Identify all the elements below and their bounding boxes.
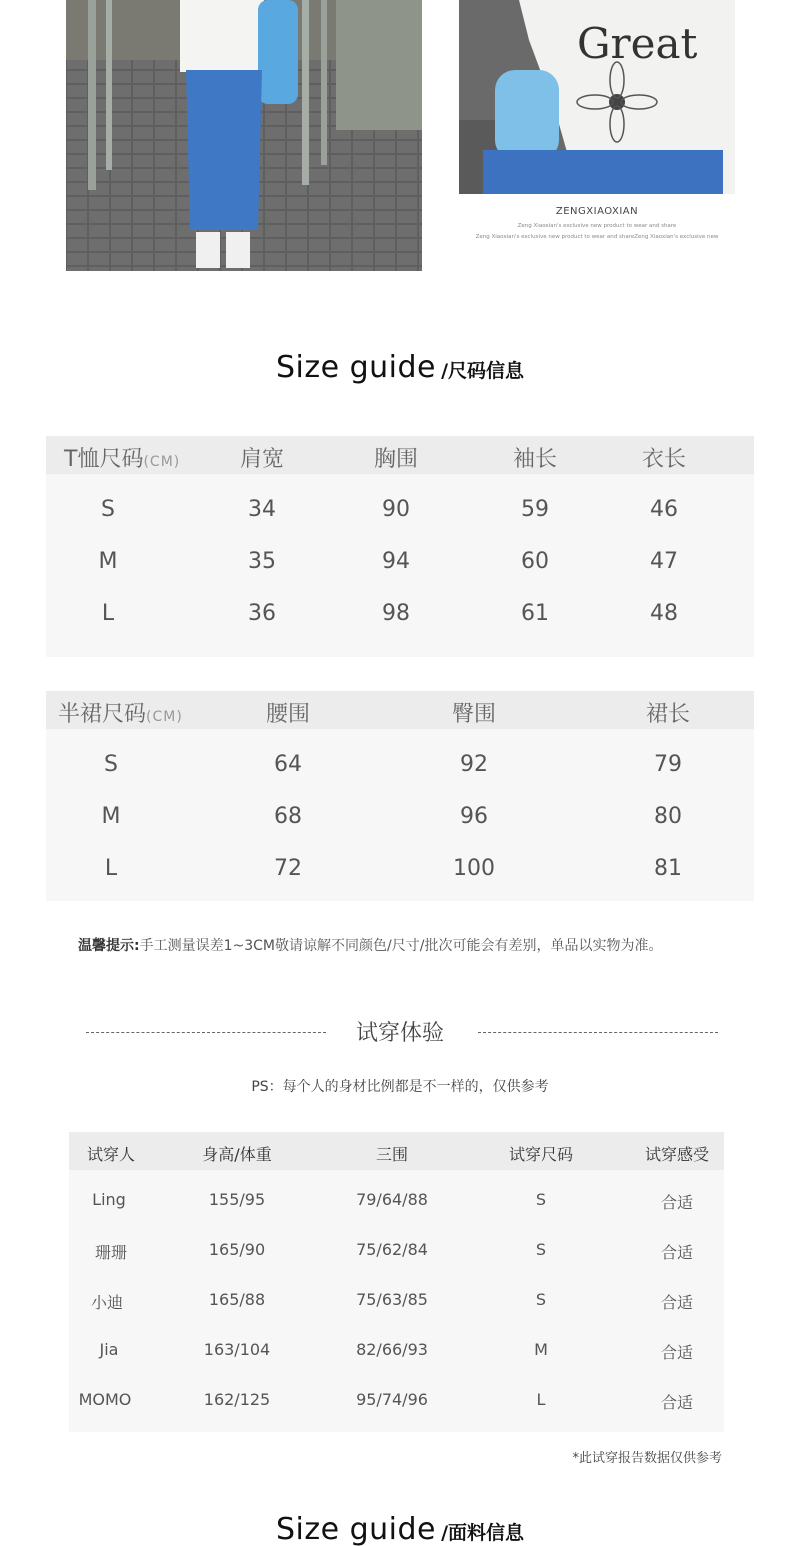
table-row xyxy=(46,588,754,640)
table-cell: 59 xyxy=(521,497,549,522)
tryon-title-text: 试穿体验 xyxy=(355,1021,444,1046)
table-row xyxy=(46,791,754,843)
product-photo-model xyxy=(66,0,422,271)
fabric-guide-title-cn: /面料信息 xyxy=(441,1522,525,1544)
table-cell: 60 xyxy=(521,549,549,574)
header-cell: 袖长 xyxy=(512,447,558,472)
table-cell: M xyxy=(534,1340,548,1359)
table-cell: L xyxy=(536,1390,546,1409)
table-row xyxy=(69,1376,724,1426)
table-cell: 46 xyxy=(650,497,678,522)
header-cell: 试穿尺码 xyxy=(508,1145,574,1164)
photo-print-text: Great xyxy=(577,19,698,68)
header-cell: 肩宽 xyxy=(239,447,285,472)
table-cell: 165/88 xyxy=(208,1290,266,1309)
table-cell: 79 xyxy=(654,752,682,777)
brand-tagline-2: Zeng Xiaoxian's exclusive new product to wear and shareZeng Xiaoxian's exclusive new xyxy=(475,234,719,240)
table-cell: 80 xyxy=(654,804,682,829)
size-guide-title-cn: /尺码信息 xyxy=(441,360,525,382)
table-cell: 165/90 xyxy=(208,1240,266,1259)
fabric-guide-title xyxy=(0,1512,800,1546)
table-cell: 48 xyxy=(650,601,678,626)
header-cell: 胸围 xyxy=(373,447,419,472)
dashed-divider-right xyxy=(478,1032,718,1033)
table-cell: S xyxy=(104,752,118,777)
table-cell: 64 xyxy=(274,752,302,777)
table-cell: 94 xyxy=(382,549,410,574)
table-cell: 163/104 xyxy=(203,1340,271,1359)
tshirt-size-header xyxy=(46,436,754,474)
table-row xyxy=(69,1176,724,1226)
header-cell: 裙长 xyxy=(645,702,691,727)
table-cell: 100 xyxy=(453,856,495,881)
tryon-ps: PS：每个人的身材比例都是不一样的，仅供参考 xyxy=(251,1079,549,1095)
table-cell: 81 xyxy=(654,856,682,881)
header-cell: 试穿人 xyxy=(86,1145,136,1164)
tryon-note: *此试穿报告数据仅供参考 xyxy=(572,1451,722,1466)
table-cell: 合适 xyxy=(660,1393,694,1412)
header-cell: 腰围 xyxy=(265,702,311,727)
table-row xyxy=(69,1276,724,1326)
table-cell: M xyxy=(98,549,118,574)
tryon-header xyxy=(69,1132,724,1170)
table-cell: 96 xyxy=(460,804,488,829)
table-cell: 珊珊 xyxy=(94,1243,128,1262)
table-cell: 47 xyxy=(650,549,678,574)
table-row xyxy=(46,484,754,536)
table-cell: 75/62/84 xyxy=(356,1240,428,1259)
table-cell: 合适 xyxy=(660,1293,694,1312)
table-cell: 155/95 xyxy=(208,1190,266,1209)
table-cell: Ling xyxy=(92,1190,126,1209)
table-cell: 合适 xyxy=(660,1243,694,1262)
size-guide-title-en: Size guide xyxy=(275,350,436,385)
measurement-tip xyxy=(78,935,662,955)
brand-caption xyxy=(459,206,735,243)
table-row xyxy=(69,1326,724,1376)
tip-label: 温馨提示: xyxy=(78,938,140,954)
unit-label: (CM) xyxy=(143,454,181,470)
tshirt-size-table xyxy=(46,436,754,657)
table-cell: S xyxy=(535,1240,547,1259)
table-cell: S xyxy=(101,497,115,522)
tip-text: 手工测量误差1~3CM敬请谅解不同颜色/尺寸/批次可能会有差别，单品以实物为准。 xyxy=(139,938,663,954)
table-cell: Jia xyxy=(99,1340,119,1359)
brand-name: ZENGXIAOXIAN xyxy=(555,206,639,217)
table-cell: S xyxy=(535,1290,547,1309)
header-cell: 半裙尺码(CM) xyxy=(58,702,183,727)
table-cell: 90 xyxy=(382,497,410,522)
header-cell: 三围 xyxy=(375,1145,409,1164)
table-cell: 82/66/93 xyxy=(356,1340,428,1359)
unit-label: (CM) xyxy=(146,709,183,725)
header-cell: 试穿感受 xyxy=(644,1145,710,1164)
tryon-table xyxy=(69,1132,724,1432)
table-cell: L xyxy=(104,856,118,881)
tryon-title xyxy=(0,1016,800,1050)
table-cell: 75/63/85 xyxy=(356,1290,428,1309)
table-cell: 98 xyxy=(382,601,410,626)
table-cell: L xyxy=(101,601,115,626)
skirt-size-table xyxy=(46,691,754,901)
table-cell: M xyxy=(101,804,121,829)
table-row xyxy=(46,843,754,895)
table-cell: 35 xyxy=(248,549,276,574)
table-cell: 68 xyxy=(274,804,302,829)
table-cell: 95/74/96 xyxy=(356,1390,428,1409)
table-cell: 34 xyxy=(248,497,276,522)
product-photo-closeup xyxy=(459,0,735,194)
table-cell: 61 xyxy=(521,601,549,626)
size-guide-title xyxy=(0,350,800,385)
table-cell: 72 xyxy=(274,856,302,881)
header-cell: 臀围 xyxy=(451,702,497,727)
header-cell: T恤尺码(CM) xyxy=(64,447,181,472)
fabric-guide-title-en: Size guide xyxy=(275,1512,436,1546)
table-cell: 92 xyxy=(460,752,488,777)
table-cell: 小迪 xyxy=(90,1293,124,1312)
brand-tagline-1: Zeng Xiaoxian's exclusive new product to wear and share xyxy=(517,223,677,229)
table-row xyxy=(46,536,754,588)
table-cell: 合适 xyxy=(660,1343,694,1362)
table-row xyxy=(69,1226,724,1276)
table-cell: 162/125 xyxy=(203,1390,271,1409)
table-cell: 79/64/88 xyxy=(356,1190,428,1209)
table-cell: 36 xyxy=(248,601,276,626)
table-cell: 合适 xyxy=(660,1193,694,1212)
table-cell: S xyxy=(535,1190,547,1209)
skirt-size-header xyxy=(46,691,754,729)
header-cell: 身高/体重 xyxy=(202,1145,272,1164)
table-cell: MOMO xyxy=(78,1390,132,1409)
table-row xyxy=(46,739,754,791)
header-cell: 衣长 xyxy=(641,447,687,472)
